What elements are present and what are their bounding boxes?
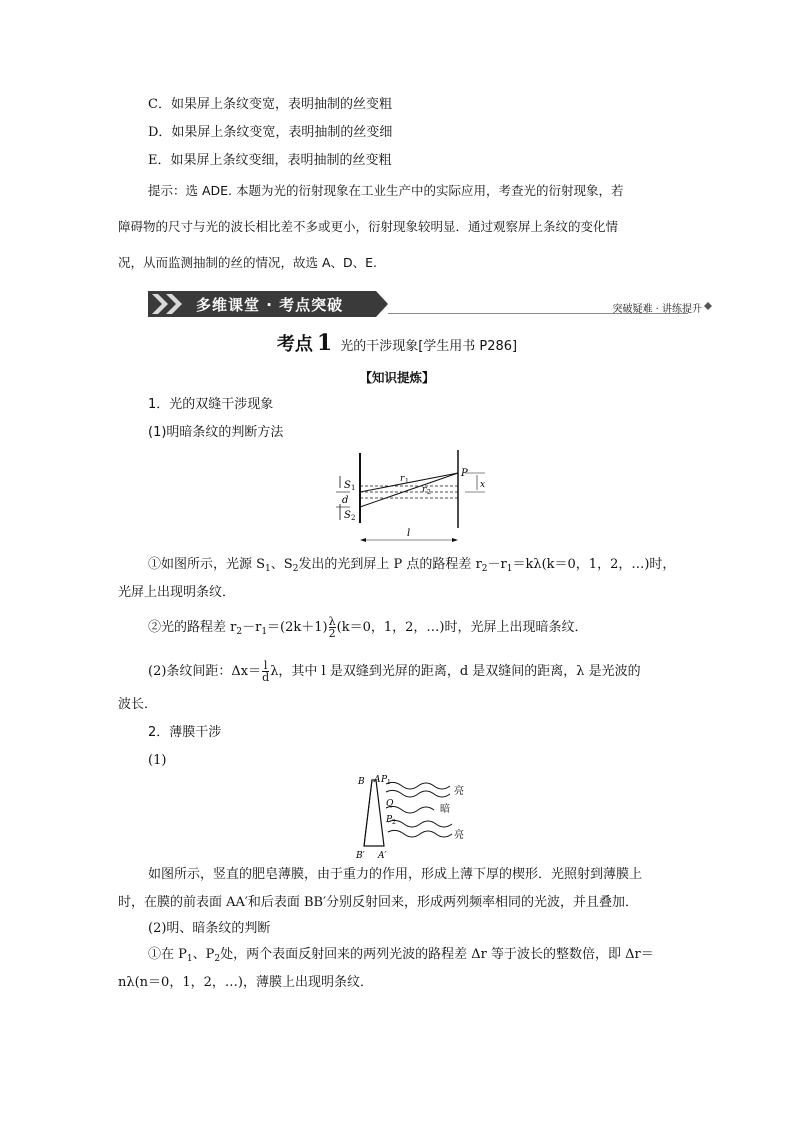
hint-line-1: 提示：选 ADE. 本题为光的衍射现象在工业生产中的实际应用，考查光的衍射现象，若 [148, 183, 624, 198]
section-banner [148, 291, 708, 321]
option-e: E．如果屏上条纹变细，表明抽制的丝变粗 [148, 153, 392, 168]
label-q: Q [386, 799, 394, 809]
label-p: P [461, 468, 468, 479]
label-l: l [407, 528, 411, 539]
dark-text-c: ＝(2k＋1) [267, 620, 328, 635]
sub-2: 2 [236, 627, 243, 637]
film-rule-2: nλ(n＝0，1，2，…)，薄膜上出现明条纹． [118, 975, 373, 990]
label-d: d [342, 495, 349, 506]
section-subtitle: 光的干涉现象[学生用书 P286] [340, 339, 518, 354]
half-lambda-fraction [329, 616, 336, 639]
spacing-text-b: λ，其中 l 是双缝到光屏的距离，d 是双缝间的距离，λ 是光波的 [270, 664, 641, 679]
bright-text-d: －r [487, 557, 507, 572]
part1-subheading: (1)明暗条纹的判断方法 [148, 425, 284, 440]
label-x: x [480, 480, 486, 490]
label-s2: S [344, 510, 351, 521]
label-p2-sub: 2 [392, 819, 396, 826]
fringe-spacing [148, 660, 641, 683]
soap-film-diagram [356, 770, 476, 862]
section-label: 考点 [276, 334, 313, 355]
label-r1-sub: 1 [405, 478, 409, 485]
label-r2: r [422, 485, 427, 495]
dark-text-d: (k＝0，1，2，…)时，光屏上出现暗条纹． [336, 620, 588, 635]
part2-heading: 2．薄膜干涉 [148, 725, 222, 740]
bright-condition-2: 光屏上出现明条纹． [118, 585, 236, 600]
rule-text-c: 处，两个表面反射回来的两列光波的路程差 Δr 等于波长的整数倍，即 Δr＝ [220, 947, 654, 962]
l-over-d-fraction [262, 660, 269, 683]
diamond-icon [704, 302, 712, 310]
bright-condition [148, 556, 675, 574]
film-description-1: 如图所示，竖直的肥皂薄膜，由于重力的作用，形成上薄下厚的楔形．光照射到薄膜上 [148, 867, 643, 882]
bright-text-a: ①如图所示，光源 S [148, 557, 266, 572]
label-bright-2: 亮 [454, 830, 464, 841]
label-s1-sub: 1 [351, 484, 356, 492]
part2-sub1: (1) [148, 753, 167, 768]
rule-text-a: ①在 P [148, 947, 187, 962]
label-p1-sub: 1 [387, 779, 391, 786]
label-r2-sub: 2 [427, 489, 431, 496]
label-p2: P [386, 815, 393, 825]
frac-num: λ [328, 615, 336, 628]
dark-text-a: ②光的路程差 r [148, 620, 237, 635]
label-a-prime: A′ [378, 851, 387, 861]
film-rule [148, 946, 654, 964]
part2-sub2: (2)明、暗条纹的判断 [148, 921, 271, 936]
frac-den: 2 [328, 627, 336, 640]
sub-2: 2 [481, 564, 488, 574]
dark-text-b: －r [242, 620, 262, 635]
section-number: 1 [316, 330, 333, 356]
double-slit-diagram [330, 448, 500, 548]
sub-1: 1 [186, 954, 193, 964]
bright-text-c: 发出的光到屏上 P 点的路程差 r [298, 557, 482, 572]
label-dark: 暗 [440, 804, 450, 815]
banner-subtitle: 突破疑难 · 讲练提升 [612, 304, 702, 315]
sub-2: 2 [292, 564, 299, 574]
label-s1: S [344, 480, 351, 491]
part1-heading: 1．光的双缝干涉现象 [148, 397, 274, 412]
sub-1: 1 [261, 627, 268, 637]
film-description-2: 时，在膜的前表面 AA′和后表面 BB′分别反射回来，形成两列频率相同的光波，并且叠加． [118, 895, 639, 910]
label-p1: P [381, 775, 388, 785]
option-c: C．如果屏上条纹变宽，表明抽制的丝变粗 [148, 97, 392, 112]
section-title [0, 332, 794, 358]
sub-1: 1 [265, 564, 271, 574]
label-a: A [374, 775, 381, 785]
rule-text-b: 、P [192, 947, 215, 962]
label-b: B [358, 777, 365, 787]
frac-den: d [262, 671, 270, 684]
bright-text-b: 、S [270, 557, 293, 572]
frac-num: l [263, 659, 268, 672]
spacing-text-a: (2)条纹间距：Δx＝ [148, 664, 262, 679]
label-s2-sub: 2 [351, 514, 356, 522]
banner-title: 多维课堂 · 考点突破 [196, 296, 344, 314]
sub-1: 1 [506, 564, 513, 574]
label-b-prime: B′ [356, 851, 365, 861]
sub-2: 2 [214, 954, 221, 964]
option-d: D．如果屏上条纹变宽，表明抽制的丝变细 [148, 125, 393, 140]
hint-line-2: 障碍物的尺寸与光的波长相比差不多或更小，衍射现象较明显．通过观察屏上条纹的变化情 [118, 219, 619, 234]
label-bright-1: 亮 [454, 786, 464, 797]
knowledge-heading: 【知识提炼】 [359, 370, 435, 385]
label-r1: r [400, 474, 405, 484]
hint-line-3: 况，从而监测抽制的丝的情况，故选 A、D、E. [118, 255, 378, 270]
bright-text-e: ＝kλ(k＝0，1，2，…)时， [512, 557, 676, 572]
dark-condition [148, 616, 587, 639]
fringe-spacing-2: 波长． [118, 697, 158, 712]
